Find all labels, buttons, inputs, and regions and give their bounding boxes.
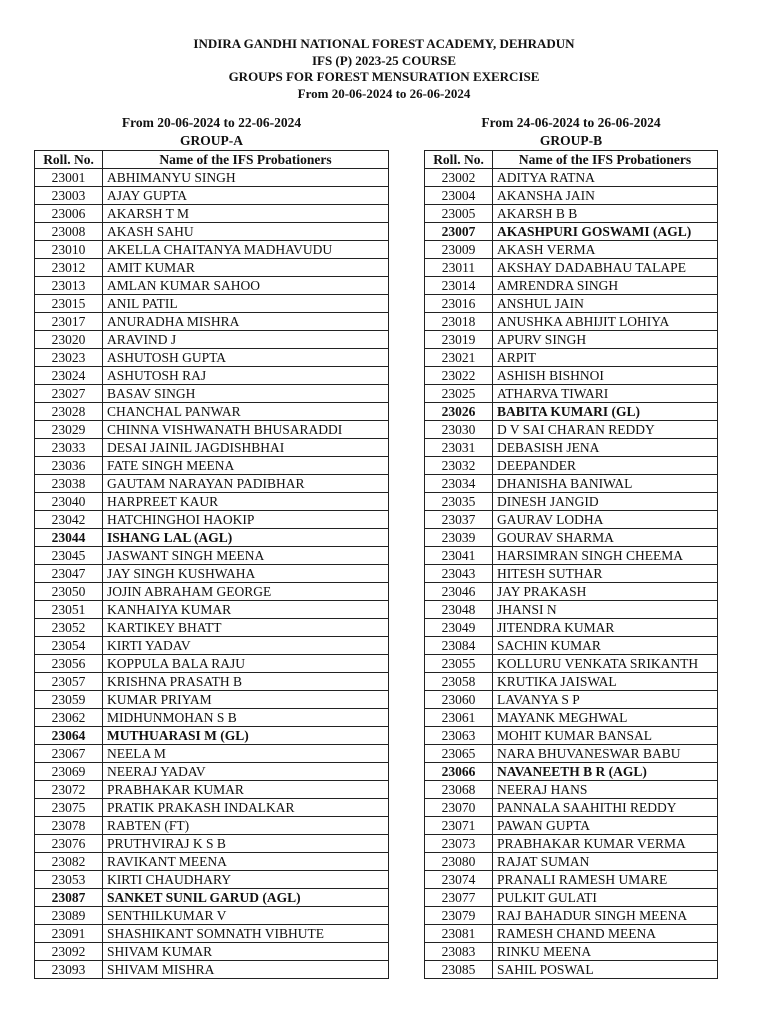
roll-number-cell: 23020 — [35, 331, 103, 349]
probationer-name-cell: ATHARVA TIWARI — [493, 385, 718, 403]
probationer-name-cell: KIRTI YADAV — [103, 637, 389, 655]
table-row — [35, 439, 389, 457]
roll-number-cell: 23080 — [425, 853, 493, 871]
roll-number-cell: 23005 — [425, 205, 493, 223]
table-row — [35, 169, 389, 187]
exercise-title: GROUPS FOR FOREST MENSURATION EXERCISE — [228, 69, 540, 84]
probationer-name-cell: SACHIN KUMAR — [493, 637, 718, 655]
probationer-name-cell: PRANALI RAMESH UMARE — [493, 871, 718, 889]
roll-number-cell: 23045 — [35, 547, 103, 565]
table-row — [35, 367, 389, 385]
probationer-name-cell: BASAV SINGH — [103, 385, 389, 403]
roll-number-cell: 23054 — [35, 637, 103, 655]
roll-number-cell: 23061 — [425, 709, 493, 727]
roll-number-cell: 23075 — [35, 799, 103, 817]
roll-number-cell: 23070 — [425, 799, 493, 817]
roll-number-cell: 23073 — [425, 835, 493, 853]
probationer-name-cell: ASHUTOSH GUPTA — [103, 349, 389, 367]
probationer-name-cell: AKASHPURI GOSWAMI (AGL) — [493, 223, 718, 241]
table-row — [35, 781, 389, 799]
roll-number-cell: 23063 — [425, 727, 493, 745]
roll-number-cell: 23087 — [35, 889, 103, 907]
probationer-name-cell: AKARSH B B — [493, 205, 718, 223]
probationer-name-cell: HARSIMRAN SINGH CHEEMA — [493, 547, 718, 565]
roll-number-cell: 23018 — [425, 313, 493, 331]
table-row — [425, 205, 718, 223]
roll-number-cell: 23082 — [35, 853, 103, 871]
roll-number-cell: 23009 — [425, 241, 493, 259]
roll-number-cell: 23015 — [35, 295, 103, 313]
table-row — [35, 853, 389, 871]
roll-header: Roll. No. — [35, 151, 103, 169]
table-row — [425, 691, 718, 709]
roll-number-cell: 23043 — [425, 565, 493, 583]
table-row — [35, 385, 389, 403]
table-row — [425, 421, 718, 439]
table-row — [425, 835, 718, 853]
probationer-name-cell: KIRTI CHAUDHARY — [103, 871, 389, 889]
probationer-name-cell: ANUSHKA ABHIJIT LOHIYA — [493, 313, 718, 331]
table-row — [35, 457, 389, 475]
probationer-name-cell: ASHUTOSH RAJ — [103, 367, 389, 385]
probationer-name-cell: PULKIT GULATI — [493, 889, 718, 907]
roll-number-cell: 23023 — [35, 349, 103, 367]
table-row — [35, 871, 389, 889]
probationer-name-cell: AJAY GUPTA — [103, 187, 389, 205]
probationer-name-cell: AKELLA CHAITANYA MADHAVUDU — [103, 241, 389, 259]
probationer-name-cell: ARAVIND J — [103, 331, 389, 349]
probationer-name-cell: ANSHUL JAIN — [493, 295, 718, 313]
table-row — [35, 817, 389, 835]
roll-number-cell: 23071 — [425, 817, 493, 835]
roll-number-cell: 23011 — [425, 259, 493, 277]
table-row — [425, 763, 718, 781]
roll-number-cell: 23093 — [35, 961, 103, 979]
table-row — [35, 313, 389, 331]
probationer-name-cell: HATCHINGHOI HAOKIP — [103, 511, 389, 529]
roll-number-cell: 23065 — [425, 745, 493, 763]
table-row — [35, 763, 389, 781]
table-row — [425, 583, 718, 601]
roll-number-cell: 23029 — [35, 421, 103, 439]
probationer-name-cell: MUTHUARASI M (GL) — [103, 727, 389, 745]
group-b-title: GROUP-B — [539, 133, 603, 148]
roll-number-cell: 23092 — [35, 943, 103, 961]
group-a-section — [34, 114, 389, 979]
table-row — [425, 259, 718, 277]
table-row — [425, 889, 718, 907]
probationer-name-cell: AKASH VERMA — [493, 241, 718, 259]
group-b-period: From 24-06-2024 to 26-06-2024 — [481, 115, 661, 130]
roll-number-cell: 23068 — [425, 781, 493, 799]
table-row — [425, 529, 718, 547]
table-row — [35, 709, 389, 727]
table-row — [35, 475, 389, 493]
roll-number-cell: 23078 — [35, 817, 103, 835]
probationer-name-cell: NEERAJ HANS — [493, 781, 718, 799]
roll-number-cell: 23013 — [35, 277, 103, 295]
probationer-name-cell: RABTEN (FT) — [103, 817, 389, 835]
table-row — [35, 349, 389, 367]
table-row — [425, 295, 718, 313]
table-row — [425, 313, 718, 331]
course-title: IFS (P) 2023-25 COURSE — [311, 52, 457, 68]
probationer-name-cell: BABITA KUMARI (GL) — [493, 403, 718, 421]
probationer-name-cell: NAVANEETH B R (AGL) — [493, 763, 718, 781]
roll-number-cell: 23084 — [425, 637, 493, 655]
roll-number-cell: 23034 — [425, 475, 493, 493]
table-row — [35, 583, 389, 601]
table-row — [425, 619, 718, 637]
probationer-name-cell: NEELA M — [103, 745, 389, 763]
roll-number-cell: 23025 — [425, 385, 493, 403]
table-row — [35, 637, 389, 655]
table-row — [425, 385, 718, 403]
roll-number-cell: 23047 — [35, 565, 103, 583]
probationer-name-cell: KOLLURU VENKATA SRIKANTH — [493, 655, 718, 673]
group-a-period: From 20-06-2024 to 22-06-2024 — [121, 115, 302, 130]
probationer-name-cell: ASHISH BISHNOI — [493, 367, 718, 385]
roll-number-cell: 23035 — [425, 493, 493, 511]
table-row — [35, 799, 389, 817]
probationer-name-cell: PAWAN GUPTA — [493, 817, 718, 835]
roll-number-cell: 23031 — [425, 439, 493, 457]
table-row — [425, 817, 718, 835]
date-range: From 20-06-2024 to 26-06-2024 — [297, 85, 471, 101]
roll-number-cell: 23056 — [35, 655, 103, 673]
table-row — [35, 421, 389, 439]
probationer-name-cell: NARA BHUVANESWAR BABU — [493, 745, 718, 763]
roll-number-cell: 23066 — [425, 763, 493, 781]
probationer-name-cell: MOHIT KUMAR BANSAL — [493, 727, 718, 745]
table-row — [425, 853, 718, 871]
roll-number-cell: 23050 — [35, 583, 103, 601]
group-b-section — [424, 114, 718, 979]
roll-number-cell: 23002 — [425, 169, 493, 187]
table-row — [425, 331, 718, 349]
roll-number-cell: 23055 — [425, 655, 493, 673]
roll-number-cell: 23089 — [35, 907, 103, 925]
roll-number-cell: 23067 — [35, 745, 103, 763]
probationer-name-cell: JAY SINGH KUSHWAHA — [103, 565, 389, 583]
table-row — [35, 565, 389, 583]
probationer-name-cell: ADITYA RATNA — [493, 169, 718, 187]
table-row — [425, 799, 718, 817]
roll-number-cell: 23085 — [425, 961, 493, 979]
roll-number-cell: 23062 — [35, 709, 103, 727]
roll-number-cell: 23083 — [425, 943, 493, 961]
group-b-table — [424, 150, 718, 979]
probationer-name-cell: PRUTHVIRAJ K S B — [103, 835, 389, 853]
roll-number-cell: 23040 — [35, 493, 103, 511]
probationer-name-cell: SHASHIKANT SOMNATH VIBHUTE — [103, 925, 389, 943]
roll-number-cell: 23058 — [425, 673, 493, 691]
roll-number-cell: 23079 — [425, 907, 493, 925]
roll-number-cell: 23008 — [35, 223, 103, 241]
table-row — [35, 493, 389, 511]
table-row — [425, 673, 718, 691]
table-row — [35, 331, 389, 349]
table-row — [35, 547, 389, 565]
probationer-name-cell: SHIVAM KUMAR — [103, 943, 389, 961]
table-row — [425, 943, 718, 961]
table-row — [425, 169, 718, 187]
roll-number-cell: 23037 — [425, 511, 493, 529]
document-header — [0, 36, 768, 102]
table-row — [35, 943, 389, 961]
table-row — [35, 223, 389, 241]
probationer-name-cell: JOJIN ABRAHAM GEORGE — [103, 583, 389, 601]
table-row — [425, 187, 718, 205]
probationer-name-cell: FATE SINGH MEENA — [103, 457, 389, 475]
table-row — [35, 655, 389, 673]
probationer-name-cell: ABHIMANYU SINGH — [103, 169, 389, 187]
table-row — [425, 637, 718, 655]
probationer-name-cell: KUMAR PRIYAM — [103, 691, 389, 709]
probationer-name-cell: PRABHAKAR KUMAR VERMA — [493, 835, 718, 853]
name-header: Name of the IFS Probationers — [103, 151, 389, 169]
roll-number-cell: 23021 — [425, 349, 493, 367]
table-row — [425, 655, 718, 673]
table-row — [425, 925, 718, 943]
roll-number-cell: 23032 — [425, 457, 493, 475]
probationer-name-cell: KANHAIYA KUMAR — [103, 601, 389, 619]
roll-number-cell: 23077 — [425, 889, 493, 907]
group-a-table — [34, 150, 389, 979]
probationer-name-cell: AKARSH T M — [103, 205, 389, 223]
name-header: Name of the IFS Probationers — [493, 151, 718, 169]
table-row — [425, 727, 718, 745]
probationer-name-cell: AMLAN KUMAR SAHOO — [103, 277, 389, 295]
roll-number-cell: 23010 — [35, 241, 103, 259]
roll-number-cell: 23059 — [35, 691, 103, 709]
table-row — [425, 475, 718, 493]
table-row — [425, 367, 718, 385]
table-row — [35, 295, 389, 313]
table-row — [425, 403, 718, 421]
roll-number-cell: 23048 — [425, 601, 493, 619]
table-row — [425, 601, 718, 619]
probationer-name-cell: CHANCHAL PANWAR — [103, 403, 389, 421]
probationer-name-cell: D V SAI CHARAN REDDY — [493, 421, 718, 439]
probationer-name-cell: JHANSI N — [493, 601, 718, 619]
probationer-name-cell: DESAI JAINIL JAGDISHBHAI — [103, 439, 389, 457]
group-a-title: GROUP-A — [180, 133, 243, 148]
table-row — [35, 205, 389, 223]
roll-number-cell: 23026 — [425, 403, 493, 421]
probationer-name-cell: ANURADHA MISHRA — [103, 313, 389, 331]
probationer-name-cell: RAJ BAHADUR SINGH MEENA — [493, 907, 718, 925]
probationer-name-cell: ISHANG LAL (AGL) — [103, 529, 389, 547]
table-row — [35, 529, 389, 547]
roll-number-cell: 23003 — [35, 187, 103, 205]
table-row — [35, 241, 389, 259]
probationer-name-cell: AMIT KUMAR — [103, 259, 389, 277]
roll-number-cell: 23030 — [425, 421, 493, 439]
probationer-name-cell: CHINNA VISHWANATH BHUSARADDI — [103, 421, 389, 439]
table-row — [425, 781, 718, 799]
roll-number-cell: 23022 — [425, 367, 493, 385]
roll-number-cell: 23004 — [425, 187, 493, 205]
table-row — [425, 511, 718, 529]
table-row — [35, 745, 389, 763]
roll-number-cell: 23081 — [425, 925, 493, 943]
group-b-rows — [425, 169, 718, 979]
roll-number-cell: 23016 — [425, 295, 493, 313]
roll-number-cell: 23007 — [425, 223, 493, 241]
probationer-name-cell: KRISHNA PRASATH B — [103, 673, 389, 691]
roll-number-cell: 23051 — [35, 601, 103, 619]
table-row — [425, 745, 718, 763]
table-header-row — [425, 151, 718, 169]
table-row — [425, 223, 718, 241]
table-row — [425, 277, 718, 295]
table-row — [35, 925, 389, 943]
probationer-name-cell: RAVIKANT MEENA — [103, 853, 389, 871]
table-row — [425, 493, 718, 511]
table-row — [425, 547, 718, 565]
table-row — [425, 961, 718, 979]
probationer-name-cell: ARPIT — [493, 349, 718, 367]
table-row — [35, 673, 389, 691]
table-row — [35, 511, 389, 529]
table-row — [35, 187, 389, 205]
probationer-name-cell: MAYANK MEGHWAL — [493, 709, 718, 727]
probationer-name-cell: GAURAV LODHA — [493, 511, 718, 529]
roll-number-cell: 23024 — [35, 367, 103, 385]
roll-number-cell: 23041 — [425, 547, 493, 565]
probationer-name-cell: HITESH SUTHAR — [493, 565, 718, 583]
table-row — [35, 727, 389, 745]
table-row — [35, 259, 389, 277]
roll-number-cell: 23027 — [35, 385, 103, 403]
table-row — [425, 565, 718, 583]
probationer-name-cell: DHANISHA BANIWAL — [493, 475, 718, 493]
probationer-name-cell: APURV SINGH — [493, 331, 718, 349]
roll-number-cell: 23036 — [35, 457, 103, 475]
roll-number-cell: 23053 — [35, 871, 103, 889]
table-row — [35, 835, 389, 853]
probationer-name-cell: ANIL PATIL — [103, 295, 389, 313]
roll-number-cell: 23017 — [35, 313, 103, 331]
probationer-name-cell: JASWANT SINGH MEENA — [103, 547, 389, 565]
roll-number-cell: 23001 — [35, 169, 103, 187]
probationer-name-cell: SENTHILKUMAR V — [103, 907, 389, 925]
table-row — [35, 691, 389, 709]
probationer-name-cell: AKSHAY DADABHAU TALAPE — [493, 259, 718, 277]
table-row — [425, 709, 718, 727]
probationer-name-cell: GAUTAM NARAYAN PADIBHAR — [103, 475, 389, 493]
probationer-name-cell: GOURAV SHARMA — [493, 529, 718, 547]
roll-number-cell: 23060 — [425, 691, 493, 709]
roll-number-cell: 23052 — [35, 619, 103, 637]
roll-number-cell: 23033 — [35, 439, 103, 457]
roll-number-cell: 23074 — [425, 871, 493, 889]
roll-number-cell: 23042 — [35, 511, 103, 529]
roll-number-cell: 23006 — [35, 205, 103, 223]
table-row — [425, 349, 718, 367]
probationer-name-cell: JAY PRAKASH — [493, 583, 718, 601]
roll-number-cell: 23049 — [425, 619, 493, 637]
probationer-name-cell: SANKET SUNIL GARUD (AGL) — [103, 889, 389, 907]
probationer-name-cell: LAVANYA S P — [493, 691, 718, 709]
probationer-name-cell: RAJAT SUMAN — [493, 853, 718, 871]
probationer-name-cell: PRABHAKAR KUMAR — [103, 781, 389, 799]
roll-header: Roll. No. — [425, 151, 493, 169]
table-row — [425, 241, 718, 259]
group-a-rows — [35, 169, 389, 979]
table-row — [425, 439, 718, 457]
roll-number-cell: 23072 — [35, 781, 103, 799]
table-row — [425, 457, 718, 475]
table-row — [35, 907, 389, 925]
table-row — [425, 871, 718, 889]
probationer-name-cell: RAMESH CHAND MEENA — [493, 925, 718, 943]
roll-number-cell: 23012 — [35, 259, 103, 277]
roll-number-cell: 23076 — [35, 835, 103, 853]
table-row — [35, 601, 389, 619]
roll-number-cell: 23044 — [35, 529, 103, 547]
probationer-name-cell: PRATIK PRAKASH INDALKAR — [103, 799, 389, 817]
roll-number-cell: 23057 — [35, 673, 103, 691]
roll-number-cell: 23039 — [425, 529, 493, 547]
probationer-name-cell: NEERAJ YADAV — [103, 763, 389, 781]
roll-number-cell: 23038 — [35, 475, 103, 493]
roll-number-cell: 23064 — [35, 727, 103, 745]
probationer-name-cell: AKANSHA JAIN — [493, 187, 718, 205]
probationer-name-cell: KOPPULA BALA RAJU — [103, 655, 389, 673]
table-row — [35, 889, 389, 907]
probationer-name-cell: DEEPANDER — [493, 457, 718, 475]
probationer-name-cell: KRUTIKA JAISWAL — [493, 673, 718, 691]
table-row — [425, 907, 718, 925]
probationer-name-cell: SAHIL POSWAL — [493, 961, 718, 979]
table-row — [35, 619, 389, 637]
probationer-name-cell: MIDHUNMOHAN S B — [103, 709, 389, 727]
probationer-name-cell: KARTIKEY BHATT — [103, 619, 389, 637]
probationer-name-cell: SHIVAM MISHRA — [103, 961, 389, 979]
probationer-name-cell: AKASH SAHU — [103, 223, 389, 241]
table-row — [35, 403, 389, 421]
roll-number-cell: 23091 — [35, 925, 103, 943]
table-header-row — [35, 151, 389, 169]
roll-number-cell: 23014 — [425, 277, 493, 295]
roll-number-cell: 23019 — [425, 331, 493, 349]
probationer-name-cell: HARPREET KAUR — [103, 493, 389, 511]
probationer-name-cell: DEBASISH JENA — [493, 439, 718, 457]
probationer-name-cell: RINKU MEENA — [493, 943, 718, 961]
probationer-name-cell: AMRENDRA SINGH — [493, 277, 718, 295]
table-row — [35, 961, 389, 979]
probationer-name-cell: PANNALA SAAHITHI REDDY — [493, 799, 718, 817]
roll-number-cell: 23069 — [35, 763, 103, 781]
institution-title: INDIRA GANDHI NATIONAL FOREST ACADEMY, DEHRADUN — [193, 36, 575, 51]
roll-number-cell: 23046 — [425, 583, 493, 601]
probationer-name-cell: DINESH JANGID — [493, 493, 718, 511]
probationer-name-cell: JITENDRA KUMAR — [493, 619, 718, 637]
table-row — [35, 277, 389, 295]
roll-number-cell: 23028 — [35, 403, 103, 421]
